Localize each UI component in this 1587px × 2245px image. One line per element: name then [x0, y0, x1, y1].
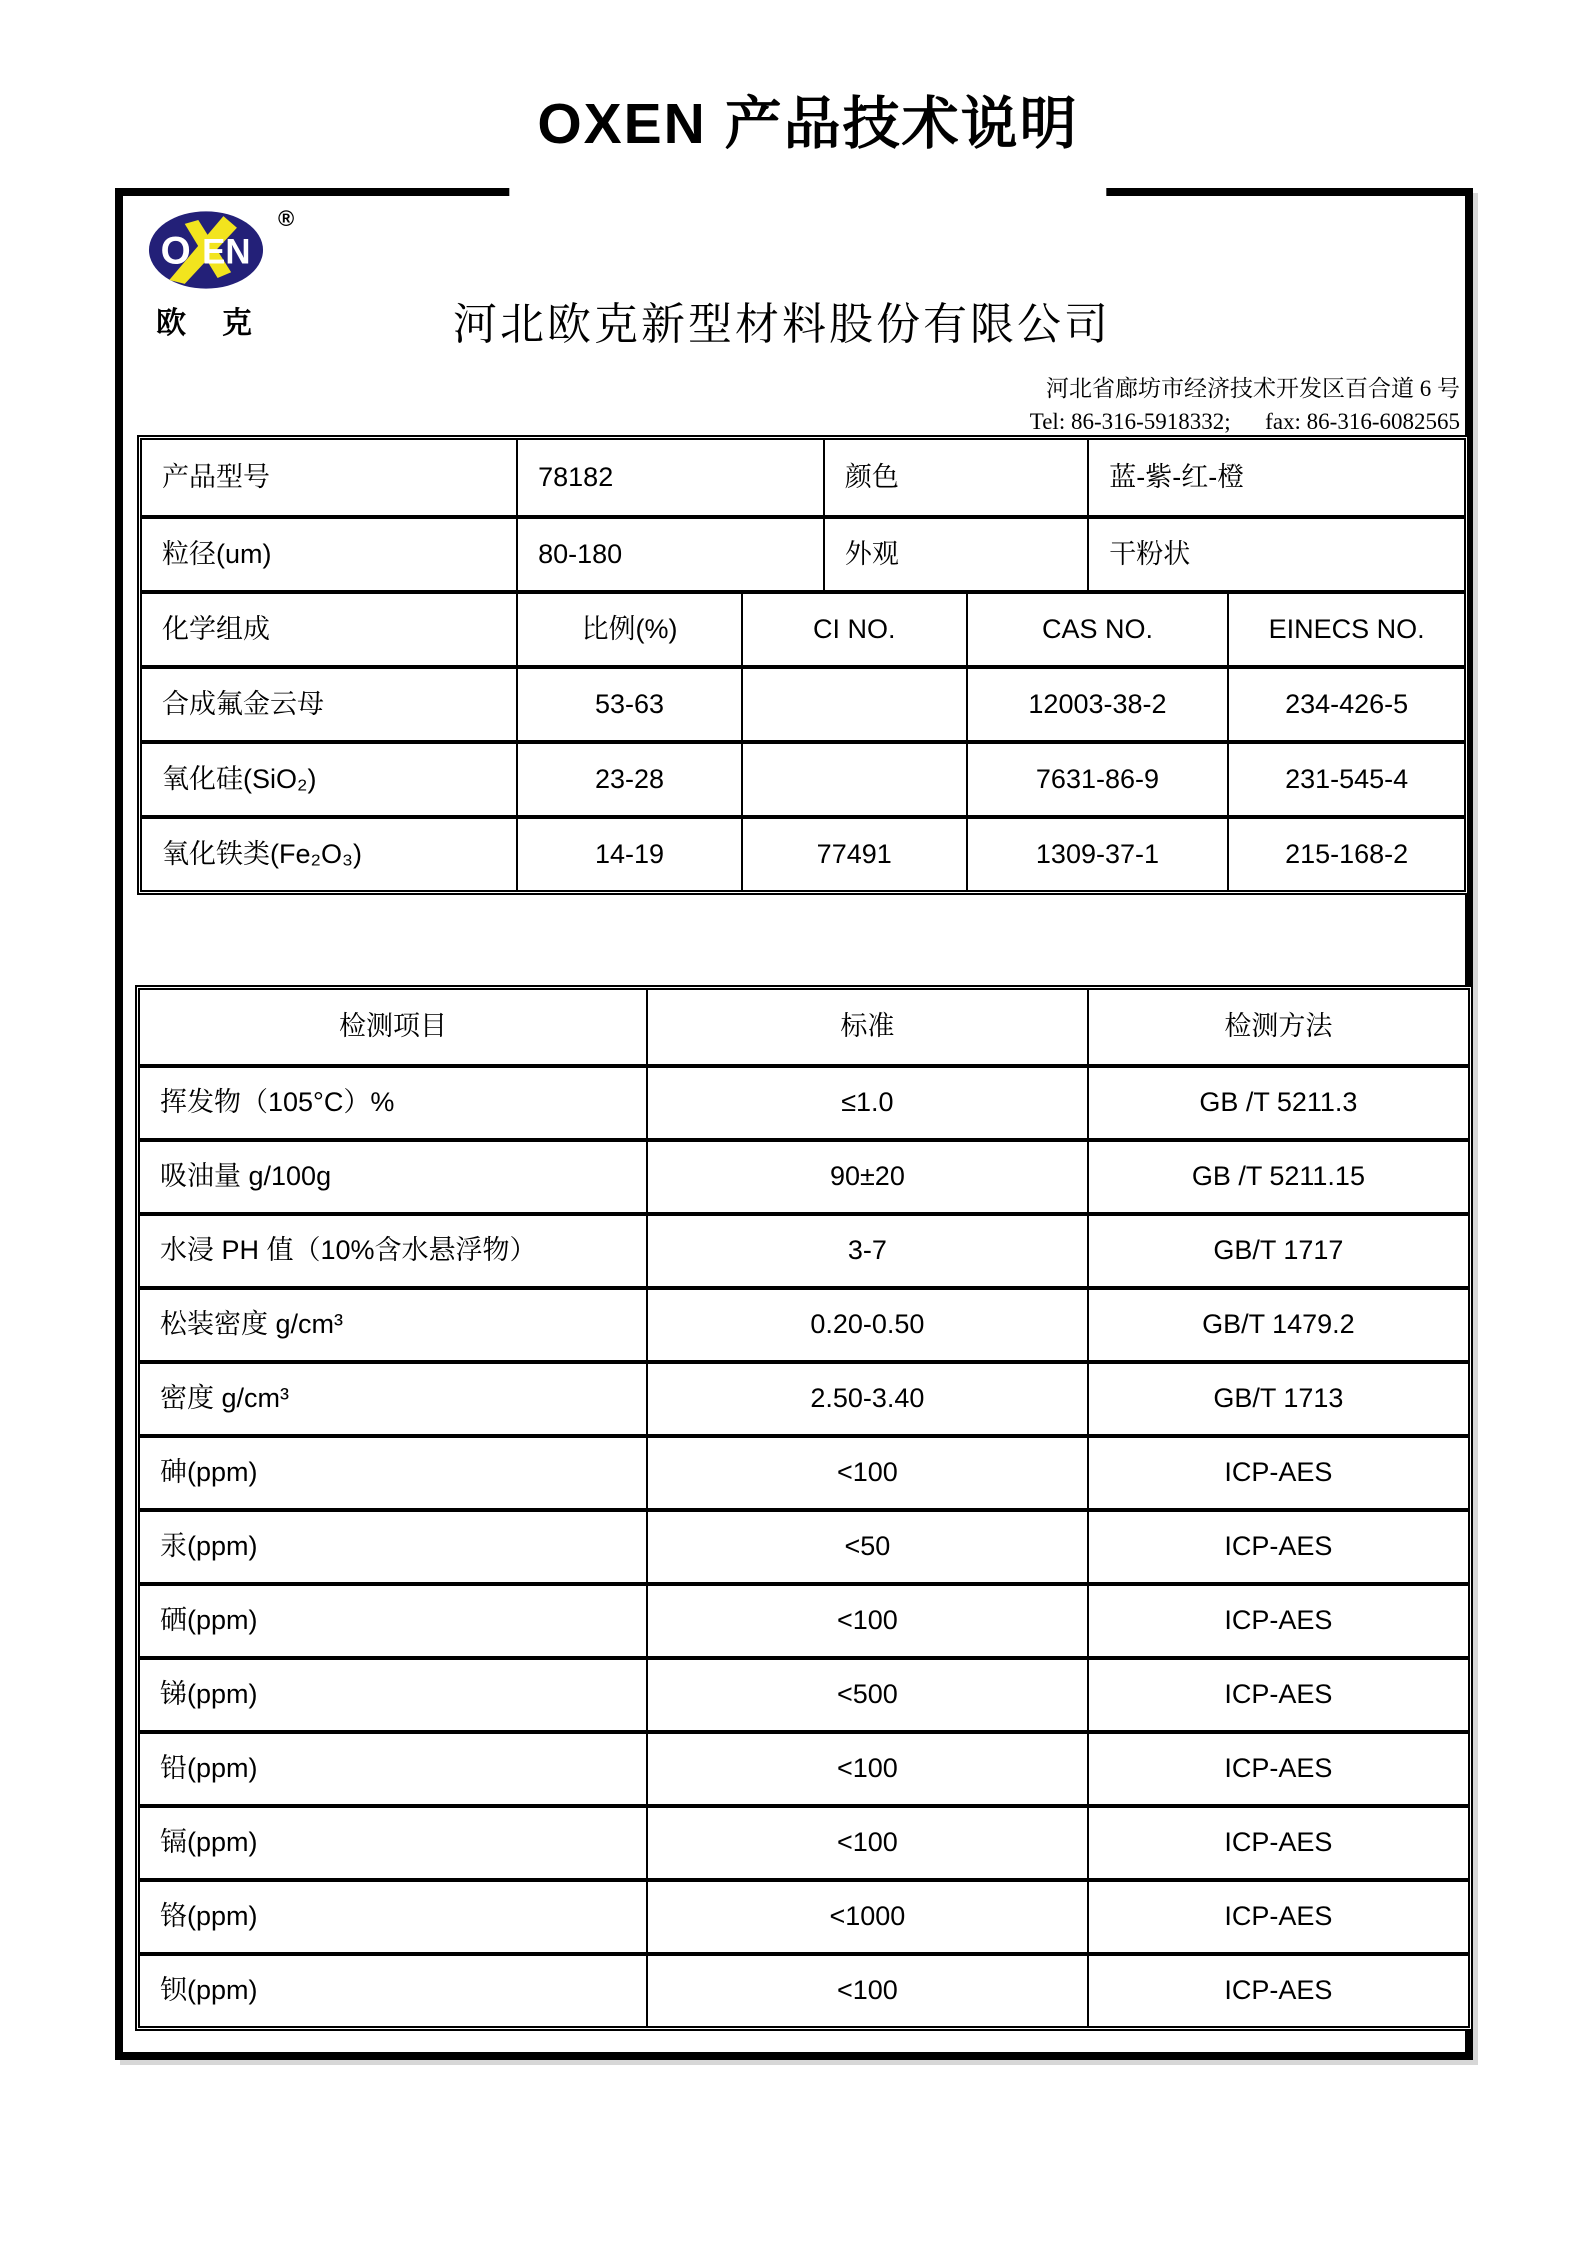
cell-test-item: 砷(ppm)	[140, 1434, 646, 1508]
test-table	[135, 985, 1473, 2031]
cell-test-method: GB/T 1479.2	[1087, 1286, 1468, 1360]
cell-einecs-no: 215-168-2	[1227, 815, 1464, 890]
cell-test-method: ICP-AES	[1087, 1582, 1468, 1656]
cell-test-item: 钡(ppm)	[140, 1952, 646, 2026]
cell-test-item: 汞(ppm)	[140, 1508, 646, 1582]
composition-grid	[142, 590, 1464, 890]
cell-test-method: GB /T 5211.15	[1087, 1138, 1468, 1212]
cell-test-method: GB /T 5211.3	[1087, 1064, 1468, 1138]
column-header: 检测项目	[338, 1011, 447, 1042]
cell-test-method: ICP-AES	[1087, 1656, 1468, 1730]
column-header: 标准	[646, 990, 1087, 1064]
cell-test-item: 密度 g/cm³	[140, 1360, 646, 1434]
cell-value: 80-180	[516, 515, 823, 590]
cell-test-item: 松装密度 g/cm³	[140, 1286, 646, 1360]
cell-standard: <50	[646, 1508, 1087, 1582]
cell-cas-no: 12003-38-2	[966, 665, 1228, 740]
cell-test-item: 镉(ppm)	[140, 1804, 646, 1878]
logo-letter-o: O	[160, 229, 191, 273]
cell-label: 外观	[823, 515, 1087, 590]
cell-test-item: 锑(ppm)	[140, 1656, 646, 1730]
product-info-grid	[142, 440, 1464, 590]
product-table	[137, 435, 1469, 895]
cell-standard: 2.50-3.40	[646, 1360, 1087, 1434]
cell-standard: ≤1.0	[646, 1064, 1087, 1138]
cell-einecs-no: 231-545-4	[1227, 740, 1464, 815]
cell-cas-no: 1309-37-1	[966, 815, 1228, 890]
oxen-logo-icon	[148, 210, 264, 290]
cell-ratio: 23-28	[516, 740, 741, 815]
page-frame	[115, 92, 1473, 2060]
logo-caption	[156, 298, 252, 342]
cell-test-item: 水浸 PH 值（10%含水悬浮物）	[140, 1212, 646, 1286]
cell-substance: 氧化铁类(Fe₂O₃)	[142, 815, 516, 890]
cell-test-method: GB/T 1713	[1087, 1360, 1468, 1434]
cell-ci-no: 77491	[741, 815, 966, 890]
cell-substance: 合成氟金云母	[142, 665, 516, 740]
cell-value: 干粉状	[1087, 515, 1464, 590]
cell-standard: <100	[646, 1730, 1087, 1804]
cell-test-item: 铅(ppm)	[140, 1730, 646, 1804]
cell-standard: <1000	[646, 1878, 1087, 1952]
cell-substance: 氧化硅(SiO₂)	[142, 740, 516, 815]
company-logo	[148, 206, 298, 342]
cell-test-method: ICP-AES	[1087, 1508, 1468, 1582]
cell-test-method: ICP-AES	[1087, 1730, 1468, 1804]
cell-standard: 90±20	[646, 1138, 1087, 1212]
column-header: EINECS NO.	[1227, 590, 1464, 665]
cell-ci-no	[741, 665, 966, 740]
column-header: CAS NO.	[966, 590, 1228, 665]
registered-trademark-icon: ®	[278, 206, 295, 231]
cell-ratio: 53-63	[516, 665, 741, 740]
cell-label: 产品型号	[162, 461, 270, 492]
cell-ci-no	[741, 740, 966, 815]
column-header: 检测方法	[1087, 990, 1468, 1064]
cell-standard: 0.20-0.50	[646, 1286, 1087, 1360]
cell-standard: <100	[646, 1434, 1087, 1508]
cell-test-item: 硒(ppm)	[140, 1582, 646, 1656]
column-header: 比例(%)	[516, 590, 741, 665]
company-contact: Tel: 86-316-5918332; fax: 86-316-6082565	[1029, 409, 1460, 434]
cell-standard: <500	[646, 1656, 1087, 1730]
logo-caption-char: 欧	[156, 307, 186, 340]
logo-letters-en: EN	[202, 232, 251, 272]
cell-standard: <100	[646, 1804, 1087, 1878]
company-address-block	[1030, 372, 1460, 438]
cell-value: 蓝-紫-红-橙	[1087, 440, 1464, 515]
cell-label: 粒径(um)	[142, 515, 516, 590]
cell-test-method: ICP-AES	[1087, 1434, 1468, 1508]
column-header: CI NO.	[741, 590, 966, 665]
page-title: OXEN 产品技术说明	[509, 74, 1106, 208]
cell-standard: <100	[646, 1582, 1087, 1656]
test-grid	[140, 990, 1468, 2026]
cell-einecs-no: 234-426-5	[1227, 665, 1464, 740]
cell-label: 颜色	[823, 440, 1087, 515]
cell-test-method: GB/T 1717	[1087, 1212, 1468, 1286]
cell-test-method: ICP-AES	[1087, 1878, 1468, 1952]
company-address: 河北省廊坊市经济技术开发区百合道 6 号	[1046, 376, 1460, 401]
cell-test-item: 铬(ppm)	[140, 1878, 646, 1952]
cell-test-item: 吸油量 g/100g	[140, 1138, 646, 1212]
cell-standard: <100	[646, 1952, 1087, 2026]
cell-standard: 3-7	[646, 1212, 1087, 1286]
logo-caption-char: 克	[222, 307, 252, 340]
company-name: 河北欧克新型材料股份有限公司	[453, 300, 1111, 349]
column-header: 化学组成	[142, 590, 516, 665]
cell-value: 78182	[516, 440, 823, 515]
cell-ratio: 14-19	[516, 815, 741, 890]
cell-test-method: ICP-AES	[1087, 1804, 1468, 1878]
cell-cas-no: 7631-86-9	[966, 740, 1228, 815]
cell-test-item: 挥发物（105°C）%	[140, 1064, 646, 1138]
cell-test-method: ICP-AES	[1087, 1952, 1468, 2026]
